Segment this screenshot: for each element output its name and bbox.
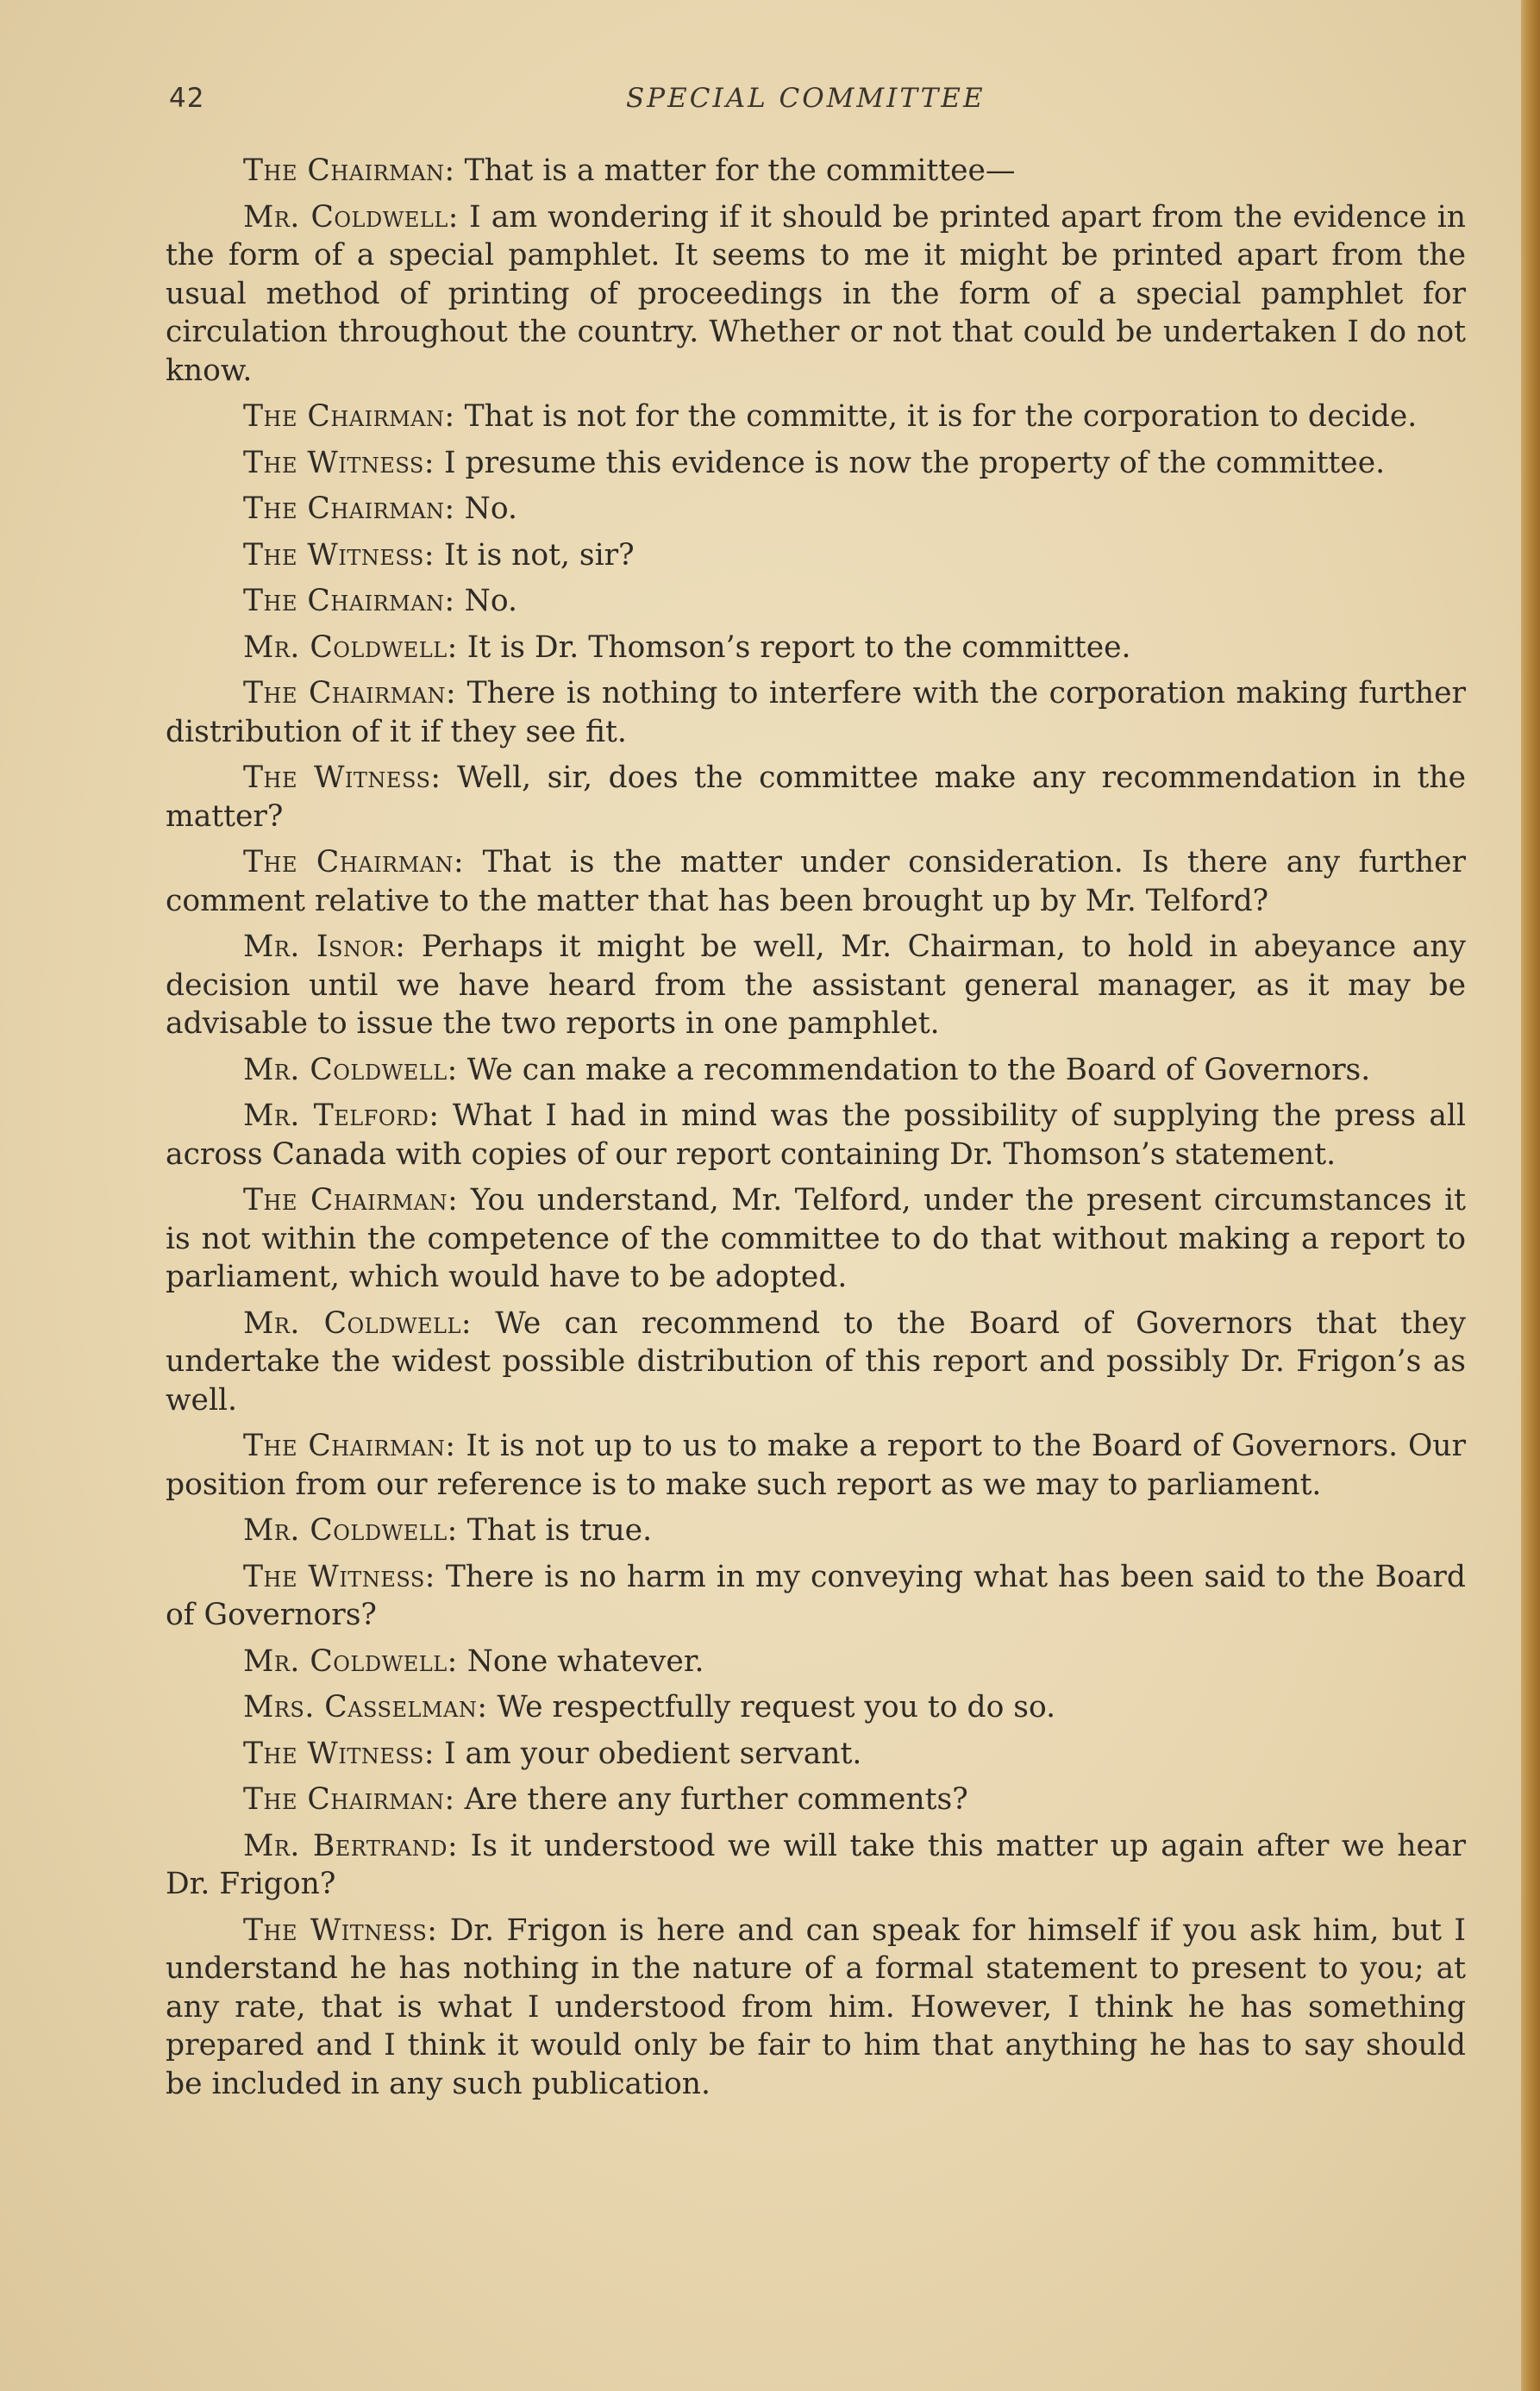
transcript-paragraph	[166, 759, 1466, 836]
speaker-name: Mr. Coldwell:	[243, 1643, 458, 1679]
speech-text: It is not, sir?	[434, 537, 635, 573]
transcript-paragraph	[166, 1097, 1466, 1174]
page-number: 42	[169, 83, 205, 114]
speaker-name: Mr. Coldwell:	[243, 1305, 473, 1341]
speaker-name: The Witness:	[243, 760, 441, 795]
speech-text: No.	[454, 491, 517, 526]
transcript-paragraph	[166, 928, 1466, 1043]
transcript-paragraph	[166, 198, 1466, 391]
speaker-name: The Witness:	[243, 1912, 438, 1948]
speech-text: We respectfully request you to do so.	[487, 1690, 1056, 1724]
speaker-name: The Chairman:	[243, 491, 455, 526]
page-edge	[1521, 0, 1540, 2391]
transcript-paragraph	[166, 1427, 1466, 1504]
transcript-paragraph	[166, 1181, 1466, 1297]
speech-text: We can recommend to the Board of Governors that they undertake the widest possible distribution of this report and possibly Dr. Frigon’s as well.	[166, 1305, 1466, 1418]
speaker-name: The Chairman:	[243, 1782, 455, 1817]
speaker-name: The Chairman:	[243, 1183, 459, 1217]
speaker-name: Mrs. Casselman:	[243, 1690, 488, 1724]
speech-text: You understand, Mr. Telford, under the present circumstances it is not within the competence of the committee to do that without making a report to parliament, which would have to be adopted.	[166, 1183, 1467, 1294]
speech-text: Are there any further comments?	[454, 1782, 968, 1817]
speaker-name: The Chairman:	[243, 1429, 456, 1463]
transcript-paragraph	[166, 1827, 1466, 1904]
speech-text: What I had in mind was the possibility of supplying the press all across Canada with copies of our report containing Dr. Thomson’s statement.	[166, 1098, 1466, 1172]
transcript-paragraph	[166, 674, 1466, 751]
speaker-name: The Chairman:	[243, 845, 465, 879]
transcript-paragraph	[166, 536, 1466, 575]
speech-text: Perhaps it might be well, Mr. Chairman, to hold in abeyance any decision until we have heard from the assistant general manager, as it may be advisable to issue the two reports in one pamphlet.	[166, 929, 1466, 1041]
speech-text: I am your obedient servant.	[434, 1736, 862, 1771]
speaker-name: Mr. Telford:	[243, 1098, 440, 1133]
transcript-paragraph	[166, 444, 1466, 483]
running-head: SPECIAL COMMITTEE	[626, 83, 986, 114]
speech-text: It is Dr. Thomson’s report to the committee.	[457, 629, 1131, 665]
speech-text: We can make a recommendation to the Board of Governors.	[457, 1052, 1371, 1087]
speech-text: That is a matter for the committee—	[454, 153, 1016, 188]
transcript-paragraph	[166, 582, 1466, 621]
speech-text: There is no harm in my conveying what has been said to the Board of Governors?	[166, 1559, 1466, 1632]
transcript-paragraph	[166, 1051, 1466, 1090]
speaker-name: The Witness:	[243, 1736, 435, 1771]
speech-text: No.	[454, 584, 517, 618]
speaker-name: Mr. Bertrand:	[243, 1828, 459, 1863]
speaker-name: The Chairman:	[243, 399, 455, 434]
transcript-paragraph	[166, 1781, 1466, 1819]
transcript-paragraph	[166, 1558, 1466, 1635]
speech-text: That is true.	[457, 1513, 653, 1548]
speaker-name: Mr. Isnor:	[243, 929, 406, 964]
transcript-paragraph	[166, 1512, 1466, 1550]
speech-text: None whatever.	[457, 1643, 704, 1679]
speech-text: I am wondering if it should be printed apart from the evidence in the form of a special pamphlet. It seems to me it might be printed apart from the usual method of printing of proceedings in the form of a special pamphlet for circulation throughout the country. Whether or not that could be undertaken I do not know.	[166, 199, 1466, 388]
transcript-paragraph	[166, 843, 1466, 920]
transcript-paragraph	[166, 1912, 1466, 2104]
speaker-name: Mr. Coldwell:	[243, 1513, 458, 1548]
speech-text: Dr. Frigon is here and can speak for himself if you ask him, but I understand he has nothing in the nature of a formal statement to present to you; at any rate, that is what I understood from him. However, I think he has something prepared and I think it would only be fair to him that anything he has to say should be included in any such publication.	[166, 1912, 1466, 2101]
speaker-name: The Witness:	[243, 445, 435, 480]
speaker-name: The Chairman:	[243, 153, 455, 188]
page-header	[169, 83, 1471, 126]
speech-text: Well, sir, does the committee make any recommendation in the matter?	[166, 760, 1466, 834]
transcript-paragraph	[166, 1305, 1466, 1420]
transcript-paragraph	[166, 1643, 1466, 1681]
speaker-name: Mr. Coldwell:	[243, 199, 459, 235]
speech-text: I presume this evidence is now the property of the committee.	[434, 445, 1386, 480]
transcript-paragraph	[166, 629, 1466, 667]
speaker-name: Mr. Coldwell:	[243, 629, 458, 665]
transcript-paragraph	[166, 1735, 1466, 1774]
speech-text: It is not up to us to make a report to the Board of Governors. Our position from our reference is to make such report as we may to parliament.	[166, 1429, 1466, 1502]
speech-text: That is not for the committe, it is for the corporation to decide.	[454, 399, 1418, 434]
speech-text: Is it understood we will take this matter up again after we hear Dr. Frigon?	[166, 1828, 1466, 1901]
speaker-name: The Chairman:	[243, 676, 457, 710]
speaker-name: The Witness:	[243, 1559, 435, 1594]
speech-text: That is the matter under consideration. Is there any further comment relative to the matter that has been brought up by Mr. Telford?	[166, 845, 1466, 918]
speaker-name: The Chairman:	[243, 584, 455, 618]
speech-text: There is nothing to interfere with the corporation making further distribution of it if they see fit.	[166, 676, 1466, 749]
speaker-name: Mr. Coldwell:	[243, 1052, 458, 1087]
transcript-paragraph	[166, 152, 1466, 191]
speaker-name: The Witness:	[243, 537, 435, 573]
transcript-body	[166, 152, 1466, 2111]
transcript-paragraph	[166, 397, 1466, 436]
transcript-paragraph	[166, 1688, 1466, 1727]
transcript-paragraph	[166, 490, 1466, 529]
